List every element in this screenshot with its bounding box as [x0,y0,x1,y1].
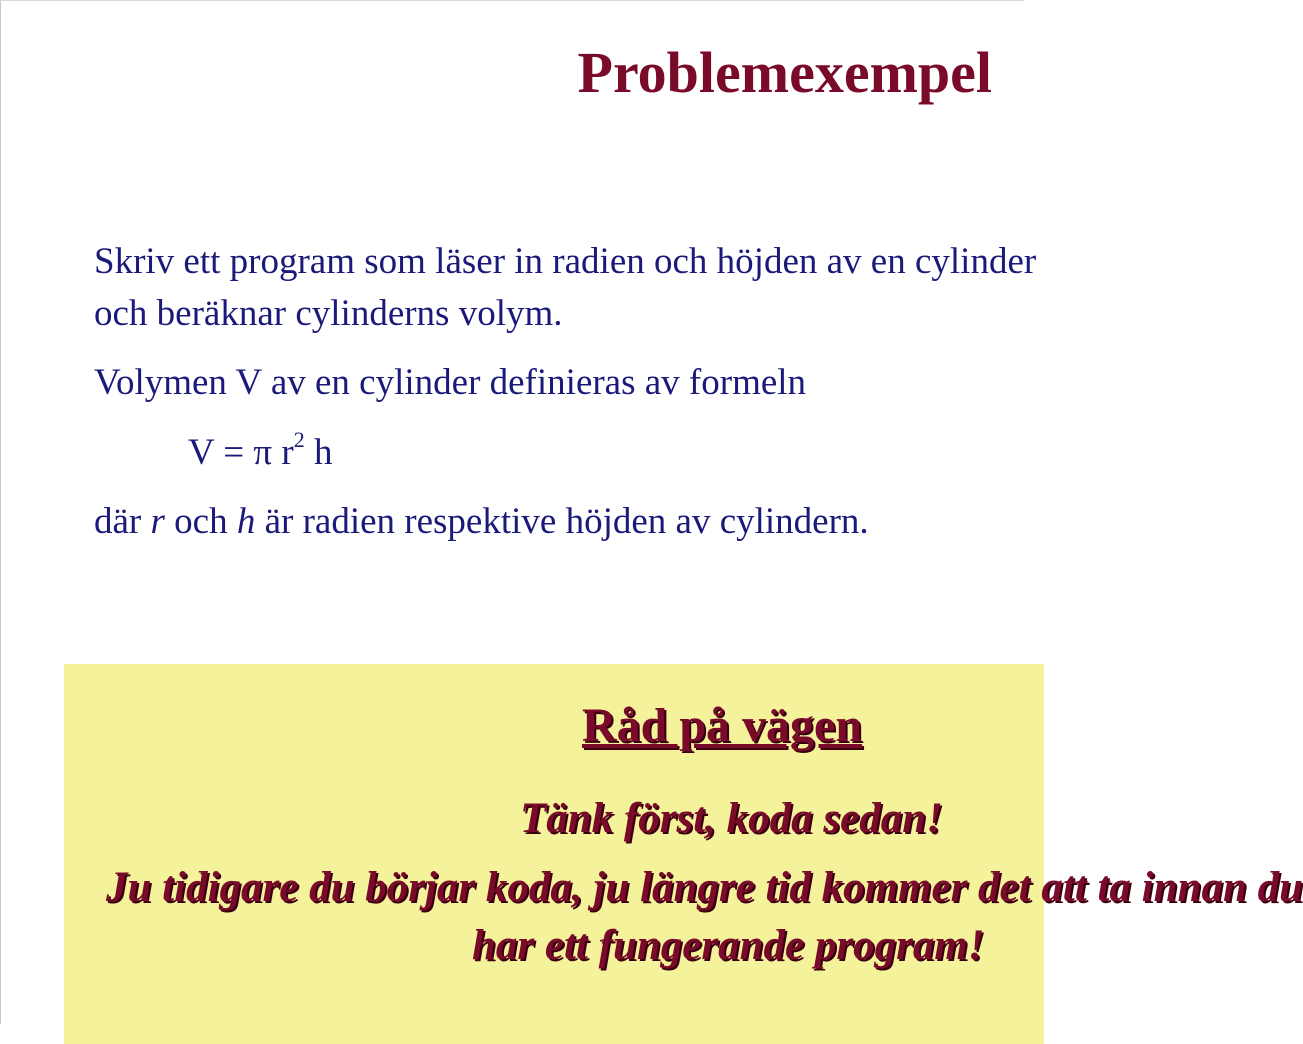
slide-title: Problemexempel [577,40,992,105]
advice-box [64,664,1044,1044]
formula-pi-symbol: π [253,432,273,473]
problem-text-line-1: Skriv ett program som läser in radien och höjden av en cylinder [94,241,1037,282]
formula-exponent: 2 [293,427,305,452]
advice-line-3: har ett fungerande program! [472,922,985,969]
variable-definition-text [94,500,869,544]
variable-r: r [150,501,165,542]
slide-top-border [0,0,1024,1]
advice-line-2: Ju tidigare du börjar koda, ju längre tid kommer det att ta innan du [106,864,1303,911]
formula-h: h [304,432,333,473]
variable-h: h [236,501,256,542]
formula-lhs: V = [188,432,254,473]
problem-text-line-2: och beräknar cylinderns volym. [94,293,563,334]
definition-post: är radien respektive höjden av cylindern. [255,501,869,542]
formula-r: r [272,432,294,473]
definition-pre: där [94,501,151,542]
advice-title: Råd på vägen [582,699,863,752]
advice-line-1: Tänk först, koda sedan! [520,795,943,842]
formula-intro-text: Volymen V av en cylinder definieras av formeln [94,362,807,403]
definition-mid: och [164,501,237,542]
volume-formula [188,427,333,475]
slide-left-border [0,0,1,1024]
